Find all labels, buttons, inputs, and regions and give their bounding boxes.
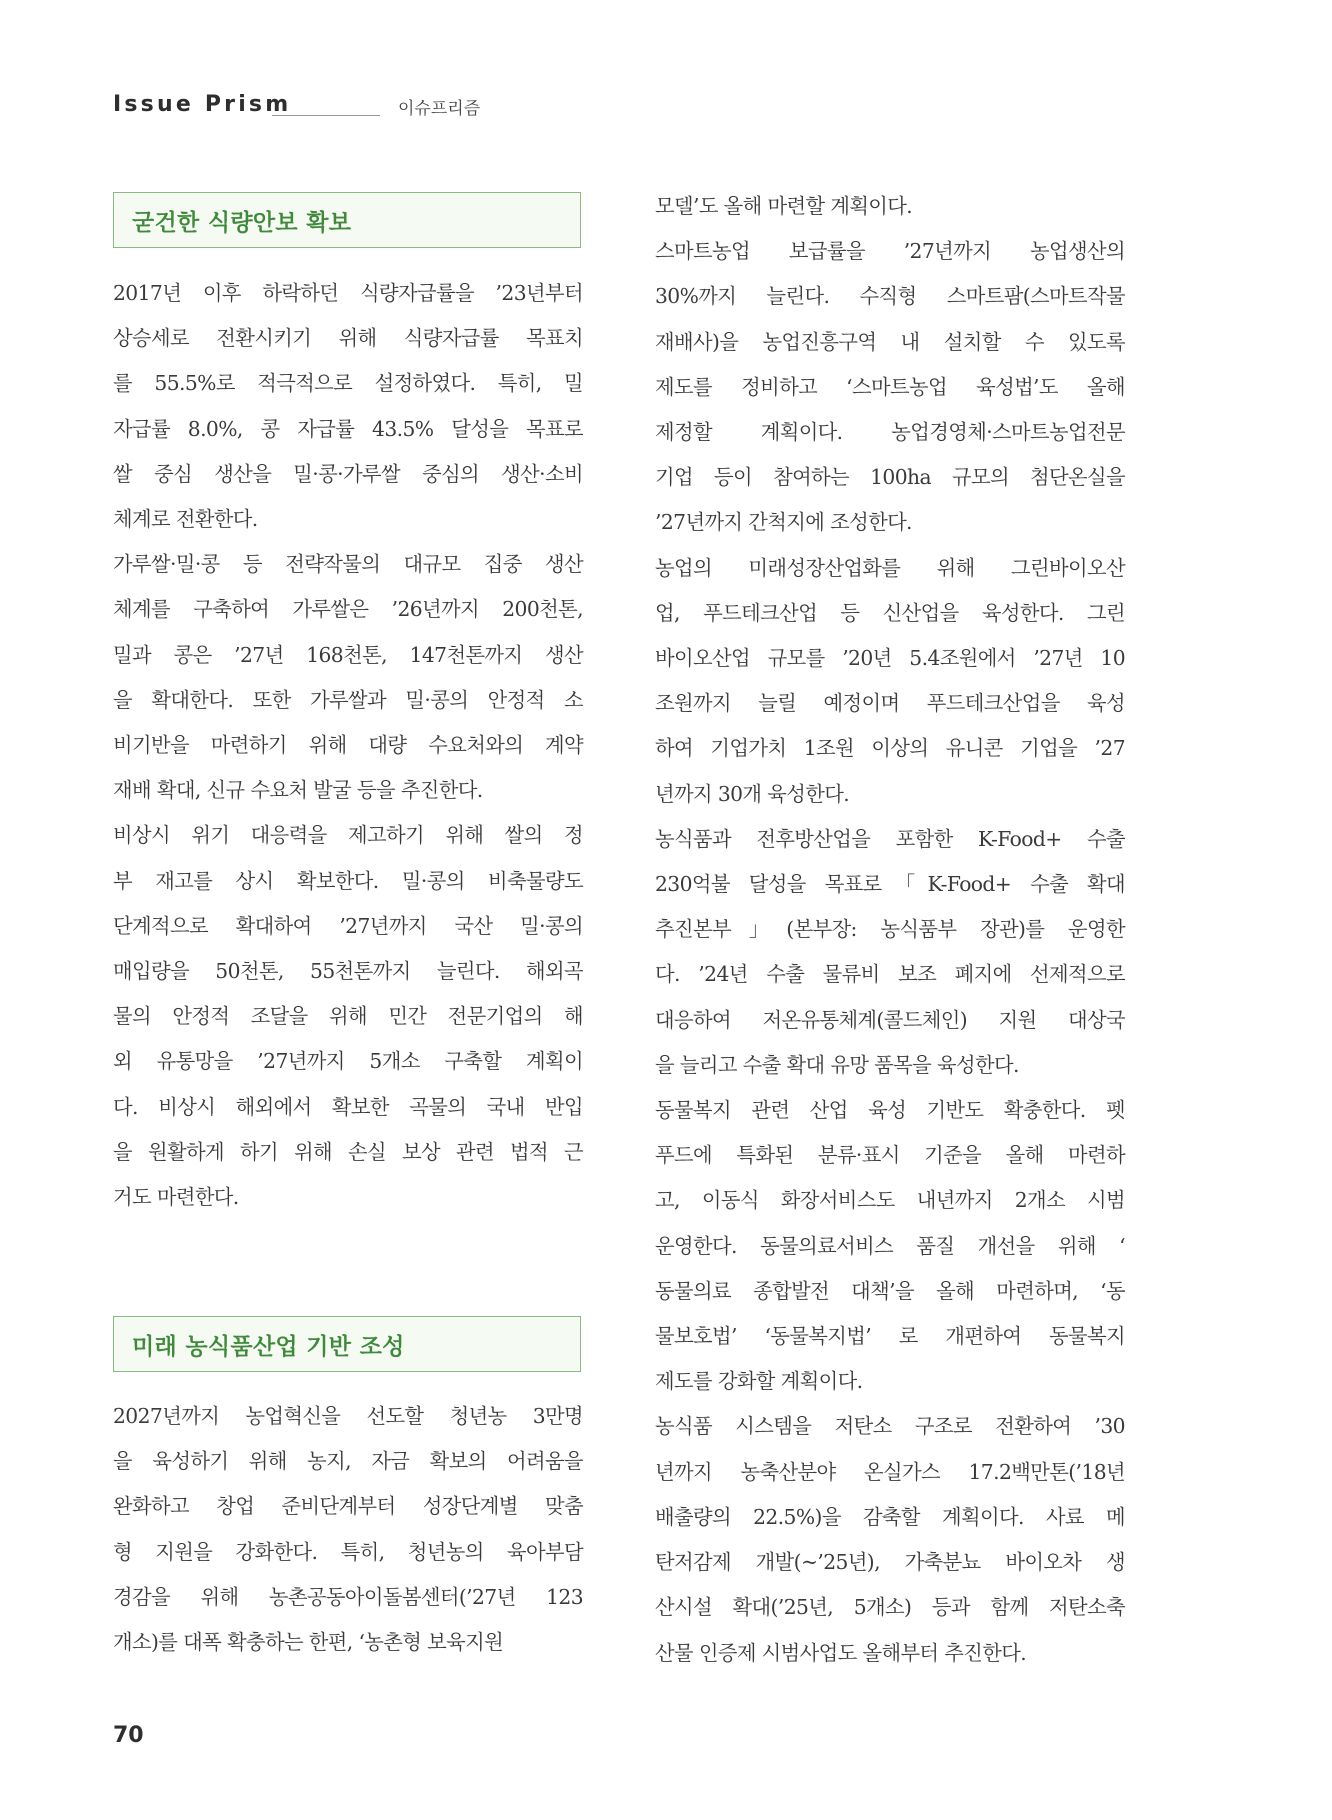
text-line: 산물 인증제 시범사업도 올해부터 추진한다. <box>655 1640 1027 1665</box>
text-line: 배출량의 22.5%)을 감축할 계획이다. 사료 메 <box>655 1504 1125 1529</box>
text-line: 바이오산업 규모를 ’20년 5.4조원에서 ’27년 10 <box>655 646 1125 671</box>
page-number: 70 <box>113 1723 144 1748</box>
text-line: 고, 이동식 화장서비스도 내년까지 2개소 시범 <box>655 1188 1125 1213</box>
text-line: 물보호법’ ‘동물복지법’ 로 개편하여 동물복지 <box>655 1324 1125 1349</box>
text-line: 동물의료 종합발전 대책’을 올해 마련하며, ‘동 <box>655 1278 1125 1303</box>
text-line: 쌀 중심 생산을 밀·콩·가루쌀 중심의 생산·소비 <box>113 461 583 486</box>
text-line: 를 55.5%로 적극적으로 설정하였다. 특히, 밀 <box>113 371 583 396</box>
section-title-future-industry: 미래 농식품산업 기반 조성 <box>132 1333 405 1360</box>
magazine-brand: Issue Prism <box>113 92 292 117</box>
text-line: 비상시 위기 대응력을 제고하기 위해 쌀의 정 <box>113 823 583 848</box>
paragraph-animal-welfare <box>655 1088 1125 1404</box>
text-line: 추진본부」(본부장: 농식품부 장관)를 운영한 <box>655 917 1125 942</box>
paragraph-continuation <box>655 184 1125 229</box>
text-line: 동물복지 관련 산업 육성 기반도 확충한다. 펫 <box>655 1098 1125 1123</box>
paragraph-green-bio <box>655 546 1125 817</box>
header-divider <box>272 115 380 116</box>
text-line: 업, 푸드테크산업 등 신산업을 육성한다. 그린 <box>655 600 1125 625</box>
text-line: 매입량을 50천톤, 55천톤까지 늘린다. 해외곡 <box>113 959 583 984</box>
text-line: 다. ’24년 수출 물류비 보조 폐지에 선제적으로 <box>655 962 1125 987</box>
text-line: 기업 등이 참여하는 100ha 규모의 첨단온실을 <box>655 465 1125 490</box>
text-line: 자급률 8.0%, 콩 자급률 43.5% 달성을 목표로 <box>113 416 583 441</box>
paragraph-self-sufficiency <box>113 271 583 542</box>
text-line: 을 육성하기 위해 농지, 자금 확보의 어려움을 <box>113 1449 583 1474</box>
paragraph-k-food-export <box>655 817 1125 1088</box>
text-line: 조원까지 늘릴 예정이며 푸드테크산업을 육성 <box>655 691 1125 716</box>
text-line: 산시설 확대(’25년, 5개소) 등과 함께 저탄소축 <box>655 1595 1125 1620</box>
paragraph-strategic-crops <box>113 542 583 813</box>
text-line: 다. 비상시 해외에서 확보한 곡물의 국내 반입 <box>113 1094 583 1119</box>
text-line: 부 재고를 상시 확보한다. 밀·콩의 비축물량도 <box>113 868 583 893</box>
text-line: 재배 확대, 신규 수요처 발굴 등을 추진한다. <box>113 778 483 803</box>
text-line: 가루쌀·밀·콩 등 전략작물의 대규모 집중 생산 <box>113 552 583 577</box>
text-line: 운영한다. 동물의료서비스 품질 개선을 위해 ‘ <box>655 1233 1125 1258</box>
paragraph-young-farmers <box>113 1394 583 1665</box>
text-line: 을 늘리고 수출 확대 유망 품목을 육성한다. <box>655 1052 1019 1077</box>
text-line: 을 원활하게 하기 위해 손실 보상 관련 법적 근 <box>113 1139 583 1164</box>
text-line: 제정할 계획이다. 농업경영체·스마트농업전문 <box>655 420 1125 445</box>
paragraph-low-carbon <box>655 1404 1125 1675</box>
text-line: 30%까지 늘린다. 수직형 스마트팜(스마트작물 <box>655 284 1125 309</box>
text-line: 제도를 강화할 계획이다. <box>655 1369 863 1394</box>
text-line: 2017년 이후 하락하던 식량자급률을 ’23년부터 <box>113 281 583 305</box>
text-line: 형 지원을 강화한다. 특히, 청년농의 육아부담 <box>113 1539 583 1564</box>
text-line: 농식품 시스템을 저탄소 구조로 전환하여 ’30 <box>655 1414 1125 1439</box>
text-line: 년까지 30개 육성한다. <box>655 781 850 806</box>
section-label: 이슈프리즘 <box>398 99 481 119</box>
text-line: 체계를 구축하여 가루쌀은 ’26년까지 200천톤, <box>113 597 583 622</box>
paragraph-smart-farming <box>655 229 1125 545</box>
text-line: 경감을 위해 농촌공동아이돌봄센터(’27년 123 <box>113 1584 583 1609</box>
section-heading-box-food-security <box>113 192 581 248</box>
text-line: 스마트농업 보급률을 ’27년까지 농업생산의 <box>655 239 1125 264</box>
text-line: 제도를 정비하고 ‘스마트농업 육성법’도 올해 <box>655 374 1125 399</box>
right-column <box>655 184 1125 1676</box>
text-line: 을 확대한다. 또한 가루쌀과 밀·콩의 안정적 소 <box>113 687 583 712</box>
text-line: 단계적으로 확대하여 ’27년까지 국산 밀·콩의 <box>113 913 583 938</box>
text-line: 완화하고 창업 준비단계부터 성장단계별 맞춤 <box>113 1494 583 1519</box>
text-line: 푸드에 특화된 분류·표시 기준을 올해 마련하 <box>655 1143 1125 1168</box>
left-column-block-2 <box>113 1394 583 1665</box>
text-line: 물의 안정적 조달을 위해 민간 전문기업의 해 <box>113 1004 583 1029</box>
text-line: 230억불 달성을 목표로「K-Food+ 수출 확대 <box>655 872 1125 897</box>
text-line: 2027년까지 농업혁신을 선도할 청년농 3만명 <box>113 1404 583 1428</box>
text-line: 재배사)을 농업진흥구역 내 설치할 수 있도록 <box>655 329 1125 354</box>
text-line: 밀과 콩은 ’27년 168천톤, 147천톤까지 생산 <box>113 642 583 667</box>
text-line: 상승세로 전환시키기 위해 식량자급률 목표치 <box>113 326 583 351</box>
section-heading-box-future-industry <box>113 1316 581 1372</box>
text-line: 체계로 전환한다. <box>113 507 258 532</box>
text-line: 외 유통망을 ’27년까지 5개소 구축할 계획이 <box>113 1049 583 1074</box>
paragraph-crisis-response <box>113 813 583 1220</box>
text-line: 하여 기업가치 1조원 이상의 유니콘 기업을 ’27 <box>655 736 1125 761</box>
section-title-food-security: 굳건한 식량안보 확보 <box>132 209 352 236</box>
text-line: 탄저감제 개발(~’25년), 가축분뇨 바이오차 생 <box>655 1550 1125 1575</box>
text-line: 모델’도 올해 마련할 계획이다. <box>655 194 913 218</box>
text-line: 농식품과 전후방산업을 포함한 K-Food+ 수출 <box>655 826 1125 851</box>
text-line: 농업의 미래성장산업화를 위해 그린바이오산 <box>655 555 1125 580</box>
text-line: 개소)를 대폭 확충하는 한편, ‘농촌형 보육지원 <box>113 1630 504 1655</box>
left-column-block-1 <box>113 271 583 1220</box>
text-line: ’27년까지 간척지에 조성한다. <box>655 510 912 535</box>
text-line: 년까지 농축산분야 온실가스 17.2백만톤(’18년 <box>655 1459 1125 1484</box>
text-line: 비기반을 마련하기 위해 대량 수요처와의 계약 <box>113 733 583 758</box>
text-line: 거도 마련한다. <box>113 1185 239 1210</box>
text-line: 대응하여 저온유통체계(콜드체인) 지원 대상국 <box>655 1007 1125 1032</box>
